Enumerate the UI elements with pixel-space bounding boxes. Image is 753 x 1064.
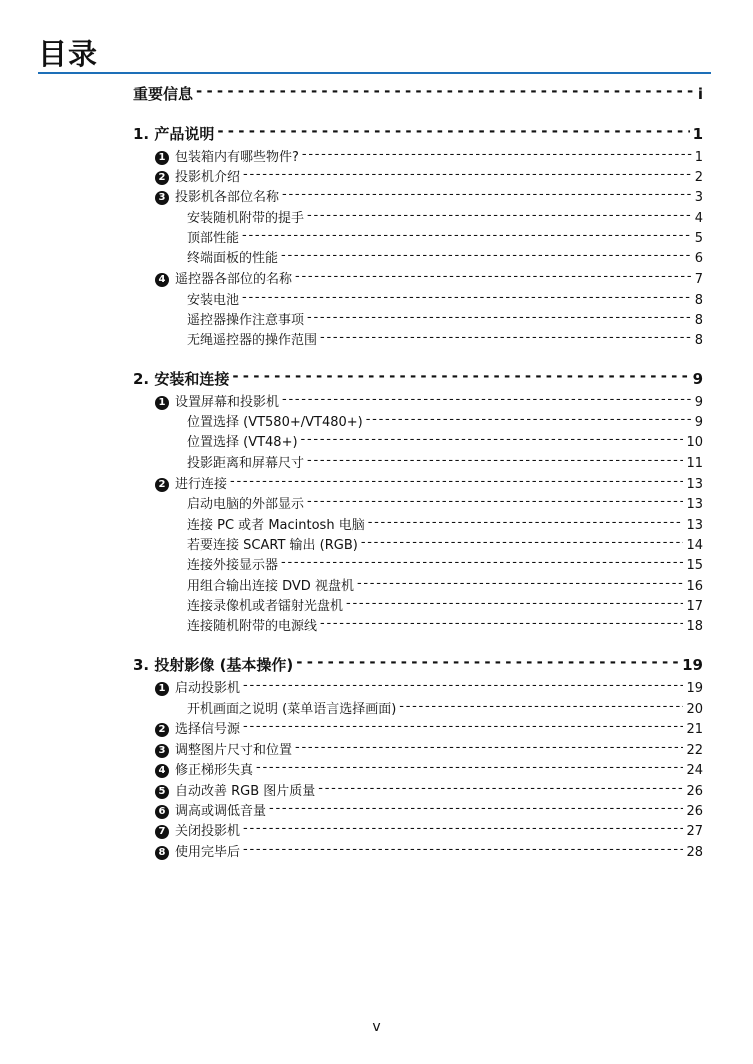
dot-leader [295,270,692,283]
toc-entry-page: 20 [686,702,703,717]
dot-leader [366,413,692,426]
dot-leader [318,782,683,795]
toc-entry-text: 调整图片尺寸和位置 [175,743,293,758]
toc-entry-text: 设置屏幕和投影机 [175,395,280,410]
toc-entry[interactable] [133,654,703,676]
toc-entry-label [155,166,240,185]
dot-leader [307,209,692,222]
dot-leader [230,475,683,488]
toc-entry[interactable] [187,247,703,267]
toc-entry-text: 调高或调低音量 [175,804,267,819]
toc-entry-text: 修正梯形失真 [175,763,254,778]
toc-entry[interactable] [155,268,703,288]
dot-leader [243,822,683,835]
toc-entry[interactable] [155,800,703,820]
number-badge-icon: 8 [155,846,169,860]
toc-entry-text: 包装箱内有哪些物件? [175,150,299,165]
dot-leader [368,516,684,529]
footer-page-number: v [372,1019,381,1035]
number-badge-icon: 3 [155,744,169,758]
dot-leader [243,720,683,733]
toc-entry-page: 8 [694,333,703,348]
toc-entry-label [187,698,396,717]
toc-entry[interactable] [133,368,703,390]
toc-entry-label [187,575,354,594]
toc-entry[interactable] [187,575,703,595]
toc-entry[interactable] [187,534,703,554]
number-badge-icon: 1 [155,151,169,165]
toc-entry-text: 启动电脑的外部显示 [187,497,305,512]
dot-leader [281,556,683,569]
number-badge-icon: 2 [155,723,169,737]
toc-entry-text: 3. 投射影像 (基本操作) [133,656,294,674]
toc-entry-label [155,473,227,492]
toc-entry[interactable] [155,166,703,186]
toc-entry-label [155,841,240,860]
toc-entry-page: 22 [686,743,703,758]
toc-entry-label [155,268,292,287]
dot-leader [346,597,683,610]
toc-entry-text: 安装随机附带的提手 [187,211,305,226]
number-badge-icon: 3 [155,191,169,205]
toc-entry-page: 8 [694,313,703,328]
toc-entry[interactable] [155,820,703,840]
toc-entry-page: 16 [686,579,703,594]
toc-entry-label [187,289,239,308]
dot-leader [232,369,689,384]
toc-entry-text: 连接外接显示器 [187,558,279,573]
toc-entry[interactable] [187,289,703,309]
dot-leader [269,802,683,815]
toc-entry-label [155,146,299,165]
dot-leader [256,761,683,774]
toc-entry-label [187,493,304,512]
toc-entry-page: 27 [686,824,703,839]
dot-leader [282,393,692,406]
toc-entry-text: 1. 产品说明 [133,125,215,143]
toc-entry-page: 15 [686,558,703,573]
toc-entry-page: 24 [686,763,703,778]
dot-leader [320,617,683,630]
toc-entry-text: 无绳遥控器的操作范围 [187,333,318,348]
toc-entry[interactable] [187,329,703,349]
toc-entry-text: 开机画面之说明 (菜单语言选择画面) [187,702,397,717]
page-title: 目录 [38,37,99,71]
toc-entry-page: 7 [694,272,703,287]
toc-entry[interactable] [187,493,703,513]
toc-entry-page: 1 [694,150,703,165]
toc-entry-text: 遥控器操作注意事项 [187,313,305,328]
toc-entry-page: 19 [682,656,703,674]
toc-entry-label [133,83,193,104]
toc-entry[interactable] [155,718,703,738]
toc-entry-page: 13 [686,518,703,533]
dot-leader [307,495,683,508]
toc-entry-label [155,391,279,410]
toc-entry-label [155,739,292,758]
toc-entry-label [133,123,214,144]
toc-entry[interactable] [187,207,703,227]
toc-entry-label [155,780,315,799]
toc-entry-label [187,554,278,573]
dot-leader [357,577,684,590]
dot-leader [295,741,683,754]
toc-entry-page: 4 [694,211,703,226]
toc-entry-text: 2. 安装和连接 [133,370,230,388]
toc-entry[interactable] [187,431,703,451]
number-badge-icon: 7 [155,825,169,839]
toc-entry[interactable] [187,514,703,534]
dot-leader [196,84,695,99]
toc-entry[interactable] [187,698,703,718]
toc-entry-label [133,654,293,675]
toc-entry-page: 9 [694,415,703,430]
dot-leader [320,331,692,344]
toc-entry[interactable] [155,841,703,861]
toc-entry-page: 13 [686,497,703,512]
dot-leader [282,188,692,201]
number-badge-icon: 1 [155,396,169,410]
toc-entry-label [155,677,240,696]
toc-entry-text: 启动投影机 [175,681,241,696]
toc-entry-label [187,431,298,450]
toc-entry-label [155,800,266,819]
toc-entry-text: 若要连接 SCART 输出 (RGB) [187,538,358,553]
toc-entry-label [155,186,279,205]
toc-entry-text: 连接录像机或者镭射光盘机 [187,599,344,614]
toc-entry-text: 选择信号源 [175,722,241,737]
toc-entry[interactable] [187,615,703,635]
toc-entry[interactable] [133,123,703,145]
toc-entry-page: 10 [686,435,703,450]
toc-entry-label [133,368,229,389]
toc-entry-label [187,411,363,430]
toc-entry[interactable] [187,309,703,329]
toc-entry-text: 终端面板的性能 [187,251,279,266]
toc-entry[interactable] [187,452,703,472]
toc-entry-text: 投影距离和屏幕尺寸 [187,456,305,471]
toc-entry-text: 重要信息 [133,85,194,103]
number-badge-icon: 4 [155,273,169,287]
number-badge-icon: 4 [155,764,169,778]
dot-leader [361,536,684,549]
dot-leader [217,124,689,139]
toc-entry-label [155,820,240,839]
toc-entry-text: 进行连接 [175,477,228,492]
toc-entry-text: 位置选择 (VT48+) [187,435,298,450]
number-badge-icon: 1 [155,682,169,696]
number-badge-icon: 5 [155,785,169,799]
toc-entry-page: 9 [694,395,703,410]
dot-leader [301,433,684,446]
toc-entry[interactable] [187,227,703,247]
dot-leader [243,168,692,181]
toc-entry-label [187,615,317,634]
toc-entry-page: 19 [686,681,703,696]
toc-entry-page: i [697,85,703,103]
dot-leader [307,454,683,467]
title-divider [38,72,711,74]
number-badge-icon: 2 [155,478,169,492]
toc-entry-page: 1 [692,125,703,143]
toc-entry-text: 关闭投影机 [175,824,241,839]
toc-entry-label [187,514,365,533]
toc-entry-page: 5 [694,231,703,246]
toc-entry-label [155,759,253,778]
toc-entry-text: 顶部性能 [187,231,240,246]
toc-entry-page: 21 [686,722,703,737]
toc-entry-text: 用组合输出连接 DVD 视盘机 [187,579,354,594]
toc-entry[interactable] [187,554,703,574]
toc-entry-page: 28 [686,845,703,860]
dot-leader [243,679,683,692]
toc-entry[interactable] [155,759,703,779]
dot-leader [302,148,692,161]
dot-leader [307,311,692,324]
toc-entry[interactable] [155,677,703,697]
toc-entry-label [187,227,239,246]
toc-entry-page: 11 [686,456,703,471]
toc-entry-text: 连接 PC 或者 Macintosh 电脑 [187,518,365,533]
toc-entry-page: 3 [694,190,703,205]
dot-leader [242,291,692,304]
toc-entry-page: 9 [692,370,703,388]
toc-entry-label [187,534,358,553]
toc-entry-text: 连接随机附带的电源线 [187,619,318,634]
toc-entry-page: 6 [694,251,703,266]
toc-entry-page: 26 [686,784,703,799]
toc-entry[interactable] [187,595,703,615]
toc-entry-text: 使用完毕后 [175,845,241,860]
toc-entry-page: 26 [686,804,703,819]
toc-entry[interactable] [155,391,703,411]
toc-entry-text: 安装电池 [187,293,240,308]
toc-entry-page: 17 [686,599,703,614]
toc-entry-label [187,207,304,226]
number-badge-icon: 2 [155,171,169,185]
toc-entry[interactable] [155,146,703,166]
toc-entry-label [187,452,304,471]
toc-entry[interactable] [155,186,703,206]
toc-entry-text: 投影机各部位名称 [175,190,280,205]
toc-entry-label [187,595,343,614]
toc-entry-label [187,247,278,266]
dot-leader [242,229,692,242]
dot-leader [399,700,683,713]
dot-leader [281,249,692,262]
toc-entry[interactable] [187,411,703,431]
toc-entry-label [155,718,240,737]
number-badge-icon: 6 [155,805,169,819]
toc-entry-text: 遥控器各部位的名称 [175,272,293,287]
toc-entry-text: 自动改善 RGB 图片质量 [175,784,316,799]
dot-leader [296,655,679,670]
toc-entry[interactable] [155,780,703,800]
toc-entry-page: 13 [686,477,703,492]
toc-entry[interactable] [133,83,703,105]
toc-entry[interactable] [155,739,703,759]
toc-entry-text: 位置选择 (VT580+/VT480+) [187,415,363,430]
toc-entry-page: 18 [686,619,703,634]
dot-leader [243,843,683,856]
toc-entry[interactable] [155,473,703,493]
toc-entry-label [187,329,317,348]
toc-entry-label [187,309,304,328]
toc-entry-text: 投影机介绍 [175,170,241,185]
toc-entry-page: 2 [694,170,703,185]
toc-entry-page: 8 [694,293,703,308]
toc-entry-page: 14 [686,538,703,553]
